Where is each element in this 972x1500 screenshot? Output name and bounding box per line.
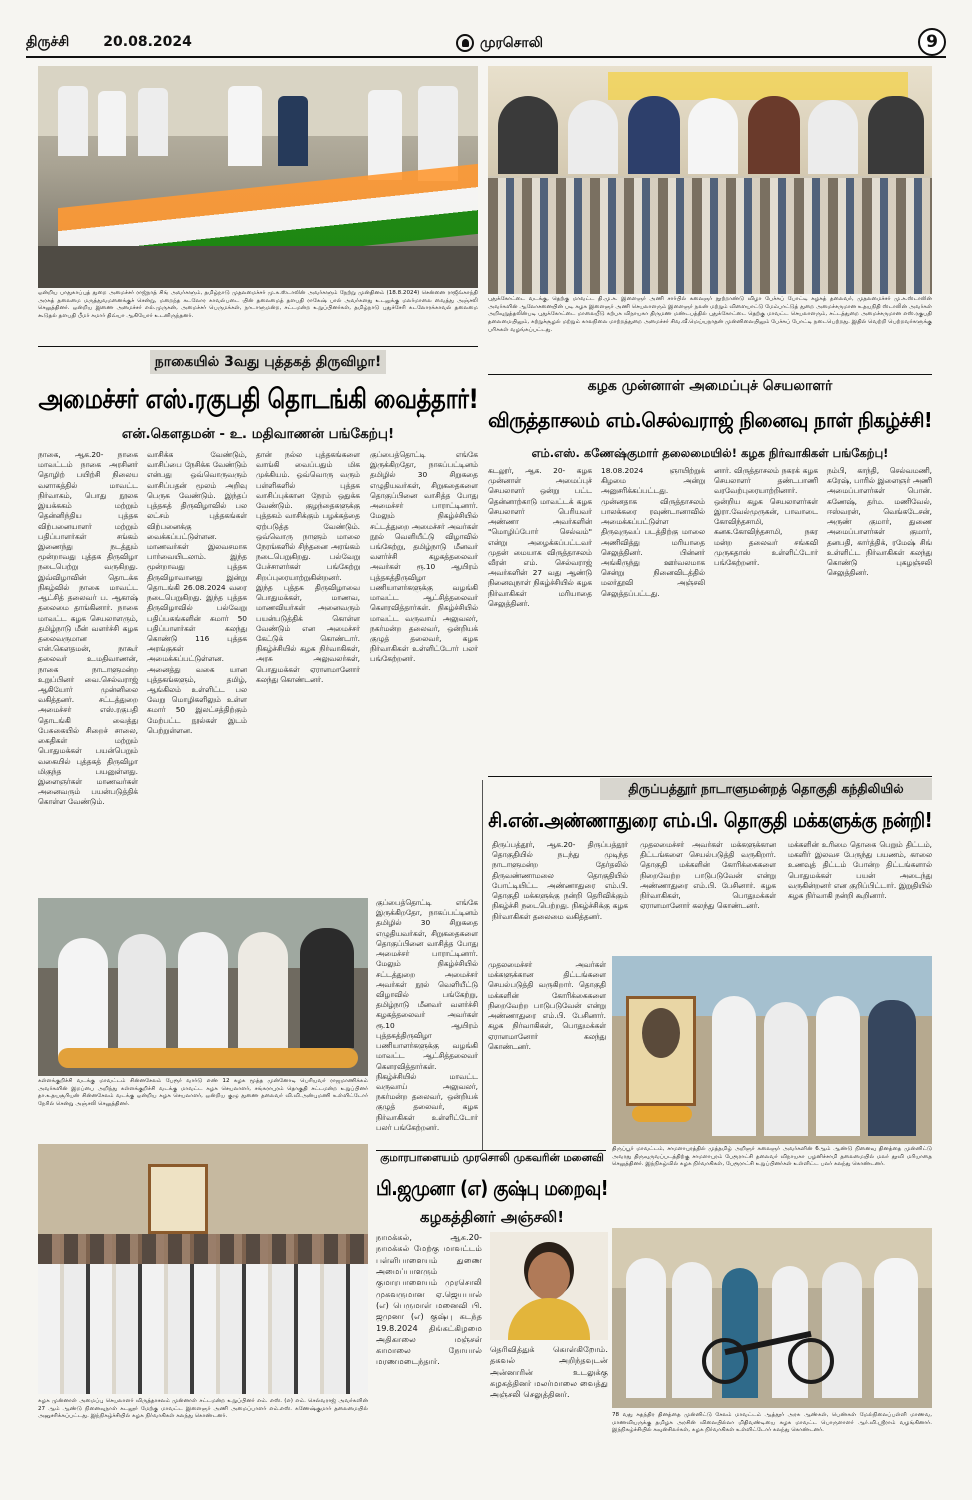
masthead-city: திருச்சி (26, 34, 70, 50)
subhead-book-fair: என்.கௌதமன் - உ. மதிவாணன் பங்கேற்பு! (121, 426, 395, 442)
article-thanks-col2: முதலமைச்சர் அவர்கள் மக்களுக்கான திட்டங்களை செயல்படுத்தி வருகிறார். தொகுதி மக்களின் கோரிக்கைகளை நிறைவேற்ற பாடுபடுவேன் என்று அண்ணாதுரை எம்.பி. பேசினார். கழக நிர்வாகிகள், பொதுமக்கள் ஏராளமானோர் கலந்து கொண்டனர். (640, 840, 776, 911)
article-thanks-continued: முதலமைச்சர் அவர்கள் மக்களுக்கான திட்டங்களை செயல்படுத்தி வருகிறார். தொகுதி மக்களின் கோரிக்கைகளை நிறைவேற்ற பாடுபடுவேன் என்று அண்ணாதுரை எம்.பி. பேசினார். கழக நிர்வாகிகள், பொதுமக்கள் ஏராளமானோர் கலந்து கொண்டனர். (488, 960, 606, 1051)
headline-obituary: பி.ஜமுனா (எ) குஷ்பு மறைவு! (376, 1176, 609, 1200)
photo-obituary-portrait (490, 1232, 608, 1340)
article-book-fair-col2: வாசிக்க வேண்டும், வாசிப்பை நேசிக்க வேண்டும் என்பது ஒவ்வொருவரும் வாசிப்பதன் மூலம் அறிவு பெருக வேண்டும். இந்தப் புத்தகத் திருவிழாவில் பல லட்சம் புத்தகங்கள் விற்பனைக்கு வைக்கப்பட்டுள்ளன. மாணவர்கள் இலவசமாக பார்வையிடலாம். இந்த மூன்றாவது புத்தக திருவிழாவானது இன்று தொடங்கி 26.08.2024 வரை நடைபெறுகிறது. இந்த புத்தக திருவிழாவில் பல்வேறு பதிப்பகங்களின் சுமார் 50 பதிப்பாளர்கள் கலந்து கொண்டு 116 புத்தக அரங்குகள் அமைக்கப்பட்டுள்ளன. அனைத்து வகை யான புத்தகங்களும், தமிழ், ஆங்கிலம் உள்ளிட்ட பல வேறு மொழிகளிலும் உள்ள சுமார் 50 இலட்சத்திற்கும் மேற்பட்ட நூல்கள் இடம் பெற்றுள்ளன. (147, 450, 247, 735)
photo-caption-speech-competition: புதுக்கோட்டை வடக்கு, தெற்கு மாவட்ட தி.மு.க. இளைஞர் அணி சார்பில் கலைஞர் நூற்றாண்டு விழா பேச்சுப் போட்டி கழகத் தலைவர், முதலமைச்சர் மு.க.ஸ்டாலின் அவர்களின் ஆலோசனையின் படி கழக இளைஞர் அணி செயலாளரும் இளைஞர் நலன் மற்றும் விளையாட்டு மேம்பாட்டுத் துறை அமைச்சருமான உதயநிதி ஸ்டாலின் அவர்கள் அறிவுறுத்தலின்படி புதுக்கோட்டை மாலையீடு கற்பக விநாயகா திருமண மண்டபத்தில் புதுக்கோட்டை தெற்கு மாவட்ட செயலாளரும், சட்டத்துறை அமைச்சருமான எஸ்.ரகுபதி தலைமையிலும், சுற்றுச்சூழல் மற்றும் காலநிலை மாற்றத்துறை அமைச்சர் சிவ.வீ.மெய்யநாதன் முன்னிலையிலும் பேச்சுப் போட்டி நடைபெற்றது. இதில் வெற்றி பெற்றவர்களுக்கு பரிசுகள் வழங்கப்பட்டது. (488, 296, 932, 333)
article-thanks-col3: மக்களின் உரிமை தொகை பெறும் திட்டம், மகளிர் இலவச பேருந்து பயணம், காலை உணவுத் திட்டம் போன்ற திட்டங்களால் பொதுமக்கள் பயன் அடைந்து வருகின்றனர் என குறிப்பிட்டார். இறுதியில் கழக நிர்வாகி நன்றி கூறினார். (788, 840, 932, 901)
article-book-fair-col3: தான் நல்ல புத்தகங்களை வாங்கி வைப்பதும் மிக முக்கியம். ஒவ்வொரு வரும் பள்ளிகளில் புத்தக வாசிப்புக்கான நேரம் ஒதுக்க வேண்டும். குழந்தைகளுக்கு புத்தகம் வாசிக்கும் பழக்கத்தை ஏற்படுத்த வேண்டும். ஒவ்வொரு நாளும் மாலை நேரங்களில் சிந்தனை அரங்கம் நடைபெறுகிறது. பல்வேறு பேச்சாளர்கள் பங்கேற்று சிறப்புரையாற்றுகின்றனர். இந்த புத்தக திருவிழாவை பொதுமக்கள், மாணவ, மாணவியர்கள் அனைவரும் பயன்படுத்திக் கொள்ள வேண்டும் என அமைச்சர் கேட்டுக் கொண்டார். நிகழ்ச்சியில் கழக நிர்வாகிகள், அரசு அலுவலர்கள், பொதுமக்கள் ஏராளமானோர் கலந்து கொண்டனர். (256, 450, 360, 684)
kicker-obituary: குமாரபாளையம் முரசொலி முகவரின் மனைவி (380, 1152, 604, 1164)
article-memorial-col4: நம்பி, காந்தி, செல்வமணி, சுரேஷ், பாரில் இளைஞர் அணி அமைப்பாளர்கள் பொன். கணேஷ், தர்ம. மணிவேல், ஈஸ்வரன், வெங்கடேசன், அருண் குமார், துணை அமைப்பாளர்கள் குமார், தனபதி, கார்த்திக், ரமேஷ் சிங் உள்ளிட்ட நிர்வாகிகள் கலந்து கொண்டு புகழஞ்சலி செலுத்தினர். (827, 466, 932, 578)
kicker-memorial: கழக முன்னாள் அமைப்புச் செயலாளர் (587, 378, 833, 394)
photo-caption-memorial-gathering: கழக முன்னாள் அமைப்பு செயலாளர் விருத்தாசலம் முன்னாள் சட்டமன்ற உறுப்பினர் எம். எஸ். (எ) எம். செல்வராஜ் அவர்களின் 27 ஆம் ஆண்டு நினைவுநாள் கடலூர் மேற்கு மாவட்ட இளைஞர் அணி அமைப்பாளர் எம்.எஸ். கணேஷ்குமார் தலைமையில் அனுசரிக்கப்பட்டது. இந்நிகழ்ச்சியில் கழக நிர்வாகிகள் கலந்து கொண்டனர். (38, 1398, 368, 1420)
headline-book-fair: அமைச்சர் எஸ்.ரகுபதி தொடங்கி வைத்தார்! (38, 384, 479, 415)
headline-memorial: விருத்தாசலம் எம்.செல்வராஜ் நினைவு நாள் நிகழ்ச்சி! (488, 408, 932, 432)
article-obituary-left: நாமக்கல், ஆக.20- நாமக்கல் மேற்கு மாவட்டம் பள்ளிபாளையம் துணை அமைப்பாளரும் குமாரபாளையம் முரசொலி முகவருமான ஏ.ஜெயபால் (எ) பெருமாள் மனைவி பி. ஜமுனா (எ) குஷ்பு கடந்த 19.8.2024 திங்கட்கிழமை அதிகாலை மஞ்சள் காமாலை நோயால் மரணமடைந்தார். (376, 1232, 482, 1367)
masthead-brand (456, 34, 543, 53)
photo-tribute-portrait (612, 956, 932, 1144)
masthead-paper-name: முரசொலி (480, 35, 543, 51)
photo-tribute-ceremony (38, 66, 478, 288)
masthead-date: 20.08.2024 (103, 34, 192, 50)
article-book-fair-continued: குப்பைத்தொட்டி எங்கே இருக்கிறதோ, நாகப்பட்டினம் தமிழில் 30 சிறுகதை எழுதியவர்கள், சிறுகதைகளை தொகுப்பினை வாசித்த போது அமைச்சர் பாராட்டினார். மேலும் நிகழ்ச்சியில் சட்டத்துறை அமைச்சர் அவர்கள் நூல் வெளியீட்டு விழாவில் பங்கேற்று, தமிழ்நாடு மீனவர் வளர்ச்சி கழகத்தலைவர் அவர்கள் ரூ.10 ஆயிரம் புத்தகத்திருவிழா பணியாளர்களுக்கு வழங்கி மாவட்ட ஆட்சித்தலைவர் கௌரவித்தார்கள். நிகழ்ச்சியில் மாவட்ட வருவாய் அலுவலர், நகர்மன்ற தலைவர், ஒன்றியக் குழுத் தலைவர், கழக நிர்வாகிகள் உள்ளிட்டோர் பலர் பங்கேற்றனர். (376, 898, 478, 1132)
photo-caption-bicycle-distribution: 78 வது சுதந்திர தினத்தை முன்னிட்டு சேலம் மாவட்டம் ஆத்தூர் அரசு ஆண்கள், பெண்கள் மேல்நிலைப்பள்ளி மாணவ, மாணவியருக்கு தமிழக அரசின் விலையில்லா மிதிவண்டியை கழக மாவட்ட பொருளாளர் ஆர்.வி.ஸ்ரீராம் வழங்கினார். இந்நிகழ்ச்சியில் கவுன்சிலர்கள், கழக நிர்வாகிகள் உள்ளிட்டோர் கலந்து கொண்டனர். (612, 1412, 932, 1434)
subhead-memorial: எம்.எஸ். கணேஷ்குமார் தலைமையில்! கழக நிர்வாகிகள் பங்கேற்பு! (531, 446, 889, 460)
article-book-fair-col4: குப்பைத்தொட்டி எங்கே இருக்கிறதோ, நாகப்பட்டினம் தமிழில் 30 சிறுகதை எழுதியவர்கள், சிறுகதைகளை தொகுப்பினை வாசித்த போது அமைச்சர் பாராட்டினார். மேலும் நிகழ்ச்சியில் சட்டத்துறை அமைச்சர் அவர்கள் நூல் வெளியீட்டு விழாவில் பங்கேற்று, தமிழ்நாடு மீனவர் வளர்ச்சி கழகத்தலைவர் அவர்கள் ரூ.10 ஆயிரம் புத்தகத்திருவிழா பணியாளர்களுக்கு வழங்கி மாவட்ட ஆட்சித்தலைவர் கௌரவித்தார்கள். நிகழ்ச்சியில் மாவட்ட வருவாய் அலுவலர், நகர்மன்ற தலைவர், ஒன்றியக் குழுத் தலைவர், கழக நிர்வாகிகள் உள்ளிட்டோர் பலர் பங்கேற்றனர். (370, 450, 478, 664)
photo-memorial-gathering (38, 1144, 368, 1394)
article-book-fair-col1: நாகை, ஆக.20- நாகை மாவட்டம் நாகை அரசினர் தொழிற் பயிற்சி நிலைய வளாகத்தில் மாவட்ட நிர்வாகம், பொது நூலக இயக்ககம் மற்றும் தென்னிந்திய புத்தக விற்பனையாளர் மற்றும் பதிப்பாளர்கள் சங்கம் இணைந்து நடத்தும் மூன்றாவது புத்தக திருவிழா நடைபெற்று வருகிறது. இவ்விழாவின் தொடக்க நிகழ்வில் நாகை மாவட்ட ஆட்சித் தலைவர் ப. ஆகாஷ் தலைமை தாங்கினார். நாகை மாவட்ட கழக செயலாளரும், தமிழ்நாடு மீன் வளர்ச்சி கழக தலைவருமான என்.கௌதமன், நாகூர் தலைவர் உ.மதிவாணன், நாகை நாடாளுமன்ற உறுப்பினர் வை.செல்வராஜ் ஆகியோர் முன்னிலை வகித்தனர். சட்டத்துறை அமைச்சர் எஸ்.ரகுபதி தொடங்கி வைத்து பேசுகையில் சிறைச் சாலை, கைதிகள் மற்றும் பொதுமக்கள் பயன்பெறும் வகையில் புத்தகத் திருவிழா மிகுந்த பயனுள்ளது. இளைஞர்கள் மாணவர்கள் அனைவரும் பயன்படுத்திக் கொள்ள வேண்டும். (38, 450, 138, 807)
kicker-book-fair: நாகையில் 3வது புத்தகத் திருவிழா! (150, 350, 386, 374)
kicker-thanks: திருப்பத்தூர் நாடாளுமன்றத் தொகுதி கந்திலியில் (600, 778, 932, 800)
photo-caption-tribute: ஒன்றிய பாதுகாப்புத் துறை அமைச்சர் ராஜ்நாத் சிங் அவர்களும், தமிழ்நாடு முதலமைச்சர் மு.க.ஸ்டாலின் அவர்களும் நேற்று முன்தினம் (18.8.2024) சென்னை ராஜீவ்காந்தி அரசுத் தலைமை மருத்துவமனைக்குச் சென்று, மறைந்த கடலோர காவல்படை யின் தலைமைத் தளபதி ராகேஷ் பால் அவர்களது உடலுக்கு மலர்மாலை வைத்து அஞ்சலி செலுத்தினர். ஒன்றிய இணை அமைச்சர் எல்.முருகன், அமைச்சர் பெருமக்கள், நாடாளுமன்ற, சட்டமன்ற உறுப்பினர்கள், தமிழ்நாடு புதுச்சேரி கடலோரக்காவல் தலைமை கூடுதல் தளபதி பீமர் சுமார் திவ்யா ஆகியோர் உடனிருந்தனர். (38, 290, 478, 320)
photo-speech-competition (488, 66, 932, 294)
headline-thanks: சி.என்.அண்ணாதுரை எம்.பி. தொகுதி மக்களுக்கு நன்றி! (488, 808, 932, 832)
masthead-city-date (26, 34, 192, 52)
photo-condolence-visit (38, 898, 368, 1076)
masthead (26, 30, 946, 58)
article-memorial-col1: கடலூர், ஆக. 20- கழக முன்னாள் அமைப்புச் செயலாளர் ஒன்று பட்ட தென்னாற்காடு மாவட்டக் கழக செயலாளர் பெரியவர் அண்ணா அவர்களின் "மொழிப்போர் செல்வம்" என்று அழைக்கப்பட்டவர் முதன் மையாக விருத்தாசலம் வீரன் எம். செல்வராஜ் அவர்களின் 27 வது ஆண்டு நினைவுநாள் நிகழ்ச்சியில் கழக நிர்வாகிகள் மரியாதை செலுத்தினர். (488, 466, 592, 608)
photo-bicycle-distribution (612, 1228, 932, 1408)
article-memorial-col2: 18.08.2024 ஞாயிற்றுக் கிழமை அன்று அனுசரிக்கப்பட்டது. முன்னதாக விருத்தாசலம் பாலக்கரை ரவுண்டானாவில் அமைக்கப்பட்டுள்ள திருவுருவப் படத்திற்கு மாலை அணிவித்து மரியாதை செலுத்தினர். பின்னர் அங்கிருந்து ஊர்வலமாக சென்று நினைவிடத்தில் மலர்தூவி அஞ்சலி செலுத்தப்பட்டது. (601, 466, 705, 598)
article-memorial-col3: னார். விருத்தாசலம் நகரக் கழக செயலாளர் தண்டபாணி வரவேற்புரையாற்றினார். ஒன்றிய கழக செயலாளர்கள் இரா.வேல்முருகன், பாவாடை கோவிந்தசாமி, கனக.கோவிந்தசாமி, நகர மன்ற தலைவர் சங்கவி முருகதாஸ் உள்ளிட்டோர் பங்கேற்றனர். (714, 466, 818, 567)
subhead-obituary: கழகத்தினர் அஞ்சலி! (419, 1208, 565, 1226)
photo-caption-condolence: கள்ளக்குறிச்சி வடக்கு மாவட்டம் சின்னசேலம் பேரூர் வார்டு எண் 12 கழக மூத்த முன்னோடி பெரியவர் ராஜமாணிக்கம் அவர்களின் இறப்பை அறிந்து கள்ளக்குறிச்சி வடக்கு மாவட்ட கழக செயலாளர், சங்கராபுரம் தொகுதி சட்டமன்ற உறுப்பினர் தா.உதயசூரியன் சின்னசேலம் வடக்கு ஒன்றிய கழக செயலாளர், ஒன்றிய குழு துணை தலைவர் வி.வி.அன்புமணி உள்ளிட்டோர் நேரில் சென்று அஞ்சலி செலுத்தினர். (38, 1078, 368, 1108)
article-thanks-col1: திருப்பத்தூர், ஆக.20- திருப்பத்தூர் தொகுதியில் நடந்து முடிந்த நாடாளுமன்ற தேர்தலில் திருவண்ணாமலை தொகுதியில் போட்டியிட்ட அண்ணாதுரை எம்.பி. தொகுதி மக்களுக்கு நன்றி தெரிவிக்கும் நிகழ்ச்சி நடைபெற்றது. நிகழ்ச்சிக்கு கழக நிர்வாகிகள் தலைமை வகித்தனர். (492, 840, 628, 921)
sun-logo-icon (456, 34, 474, 52)
page-number: 9 (918, 28, 946, 56)
photo-caption-tribute-portrait: திருப்பூர் மாவட்டம், சாமளாபுரத்தில் முத்தமிழ் அறிஞர் கலைஞர் அவர்களின் 6ஆம் ஆண்டு நினைவு தினத்தை முன்னிட்டு அவரது திருவுருவப்படத்திற்கு சாமளாபுரம் பேரூராட்சி தலைவர் விநாயகா பழனிச்சாமி தலைமையில் மலர் தூவி மரியாதை செலுத்தினர். இந்நிகழ்வில் கழக நிர்வாகிகள், பேரூராட்சி உறுப்பினர்கள் உள்ளிட்ட பலர் கலந்து கொண்டனர். (612, 1146, 932, 1168)
article-obituary-right: தெரிவித்துக் கொள்கிறோம். தகவல் அறிந்தவுடன் அன்னாரின் உடலுக்கு கழகத்தினர் மலர்மாலை வைத்து அஞ்சலி செலுத்தினர். (490, 1344, 608, 1400)
